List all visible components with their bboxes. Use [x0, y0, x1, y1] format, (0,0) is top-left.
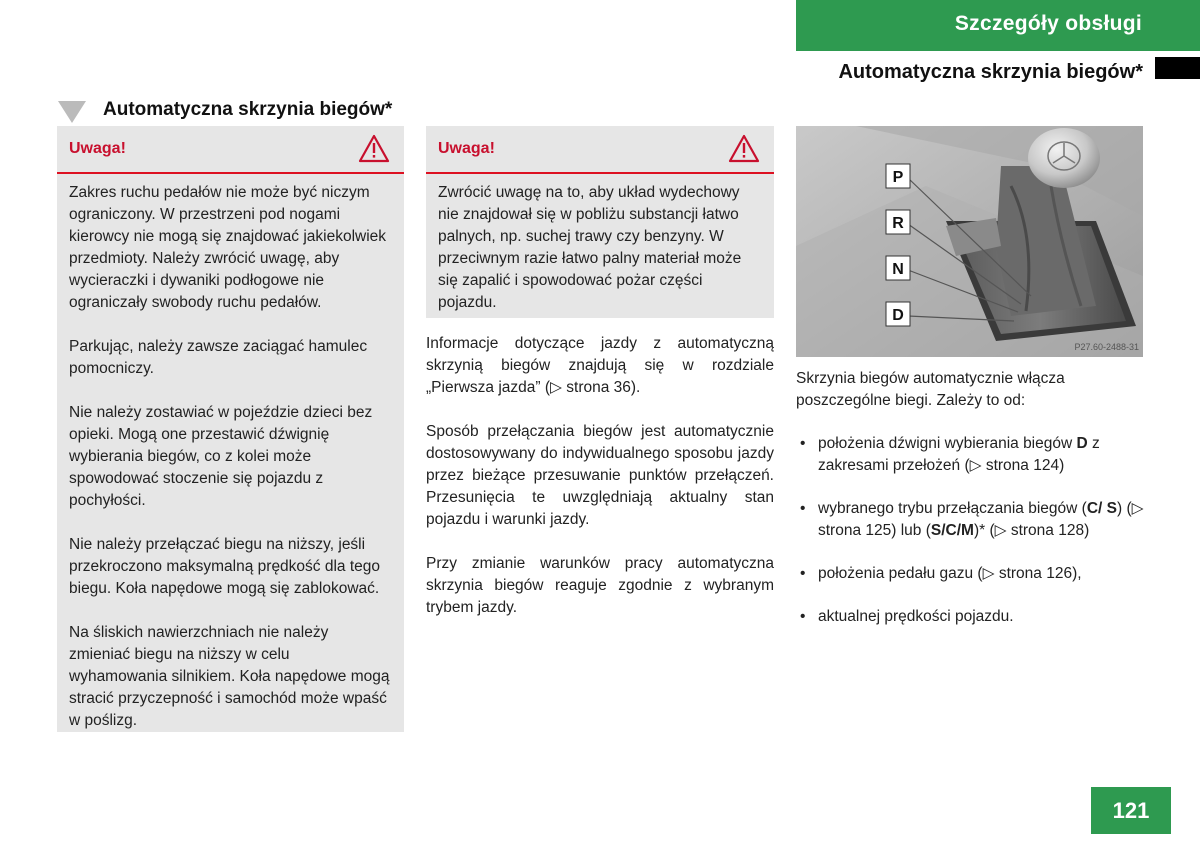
warning-paragraph: Zakres ruchu pedałów nie może być niczym ograniczony. W przestrzeni pod nogami kierowcy nie mogą się znajdować jakiekolwiek przedmioty. Należy zwrócić uwagę, aby wycieraczki i dywaniki podłogowe nie ograniczały swobody ruchu pedałów.	[69, 184, 387, 311]
warning-paragraph: Nie należy zostawiać w pojeździe dzieci bez opieki. Mogą one przestawić dźwignię wybierania biegów, co z kolei może spowodować stoczenie się pojazdu z pochyłości.	[69, 404, 373, 509]
warning-paragraph: Nie należy przełączać biegu na niższy, jeśli przekroczono maksymalną prędkość dla tego biegu. Koła napędowe mogą się zablokować.	[69, 536, 381, 597]
chapter-tab	[796, 0, 1200, 51]
warning-triangle-icon	[358, 134, 390, 164]
column-3-text	[796, 368, 1144, 649]
bullet-icon: •	[800, 500, 806, 517]
warning-box-pedals	[57, 126, 404, 732]
body-paragraph: Sposób przełączania biegów jest automatycznie dostosowywany do indywidualnego sposobu jazdy przez bieżące przesuwanie punktów przełączeń. Przesunięcia te uwzględniają aktualny stan pojazdu i warunki jazdy.	[426, 423, 774, 528]
warning-label: Uwaga!	[438, 140, 495, 157]
gear-label-n: N	[892, 261, 904, 278]
chapter-title: Szczegóły obsługi	[954, 12, 1142, 35]
list-item: • położenia dźwigni wybierania biegów D z zakresami przełożeń (▷ strona 124)	[800, 435, 1100, 474]
warning-box-exhaust	[426, 126, 774, 318]
body-paragraph: Informacje dotyczące jazdy z automatyczną skrzynią biegów znajdują się w rozdziale „Pierwsza jazda” (▷ strona 36).	[426, 335, 774, 396]
section-triangle-icon	[58, 101, 86, 123]
list-item: • aktualnej prędkości pojazdu.	[796, 606, 1144, 628]
thumb-index-marker	[1155, 57, 1200, 79]
bullet-list	[796, 433, 1144, 628]
warning-header	[426, 126, 774, 174]
section-title: Automatyczna skrzynia biegów*	[103, 99, 393, 120]
warning-paragraph: Parkując, należy zawsze zaciągać hamulec pomocniczy.	[69, 338, 368, 377]
page-subtitle: Automatyczna skrzynia biegów*	[838, 61, 1143, 83]
warning-header	[57, 126, 404, 174]
gear-label-d: D	[892, 307, 904, 324]
page-number: 121	[1091, 787, 1171, 834]
warning-paragraph: Na śliskich nawierzchniach nie należy zmieniać biegu na niższy w celu wyhamowania silnikiem. Koła napędowe mogą stracić przyczepność i samochód może wpaść w poślizg.	[69, 624, 390, 729]
column-2-text	[426, 333, 774, 641]
bullet-icon: •	[800, 435, 806, 452]
gear-selector-illustration	[796, 126, 1143, 357]
gear-label-p: P	[892, 169, 904, 186]
bullet-icon: •	[800, 608, 806, 625]
warning-body	[426, 174, 774, 322]
bullet-icon: •	[800, 565, 806, 582]
warning-paragraph: Zwrócić uwagę na to, aby układ wydechowy nie znajdował się w pobliżu substancji łatwo palnych, np. suchej trawy czy benzyny. W przeciwnym razie łatwo palny materiał może się zapalić i spowodować pożar części pojazdu.	[438, 184, 742, 311]
intro-paragraph: Skrzynia biegów automatycznie włącza poszczególne biegi. Zależy to od:	[796, 370, 1065, 409]
image-code: P27.60-2488-31	[1074, 342, 1139, 352]
body-paragraph: Przy zmianie warunków pracy automatyczna skrzynia biegów reaguje zgodnie z wybranym trybem jazdy.	[426, 555, 774, 616]
list-item: • położenia pedału gazu (▷ strona 126),	[796, 563, 1144, 585]
warning-triangle-icon	[728, 134, 760, 164]
warning-body	[57, 174, 404, 740]
gear-selector-photo	[796, 126, 1143, 357]
list-item: • wybranego trybu przełączania biegów (C/ S) (▷ strona 125) lub (S/C/M)* (▷ strona 128)	[800, 500, 1144, 539]
warning-label: Uwaga!	[69, 140, 126, 157]
gear-label-r: R	[892, 215, 904, 232]
